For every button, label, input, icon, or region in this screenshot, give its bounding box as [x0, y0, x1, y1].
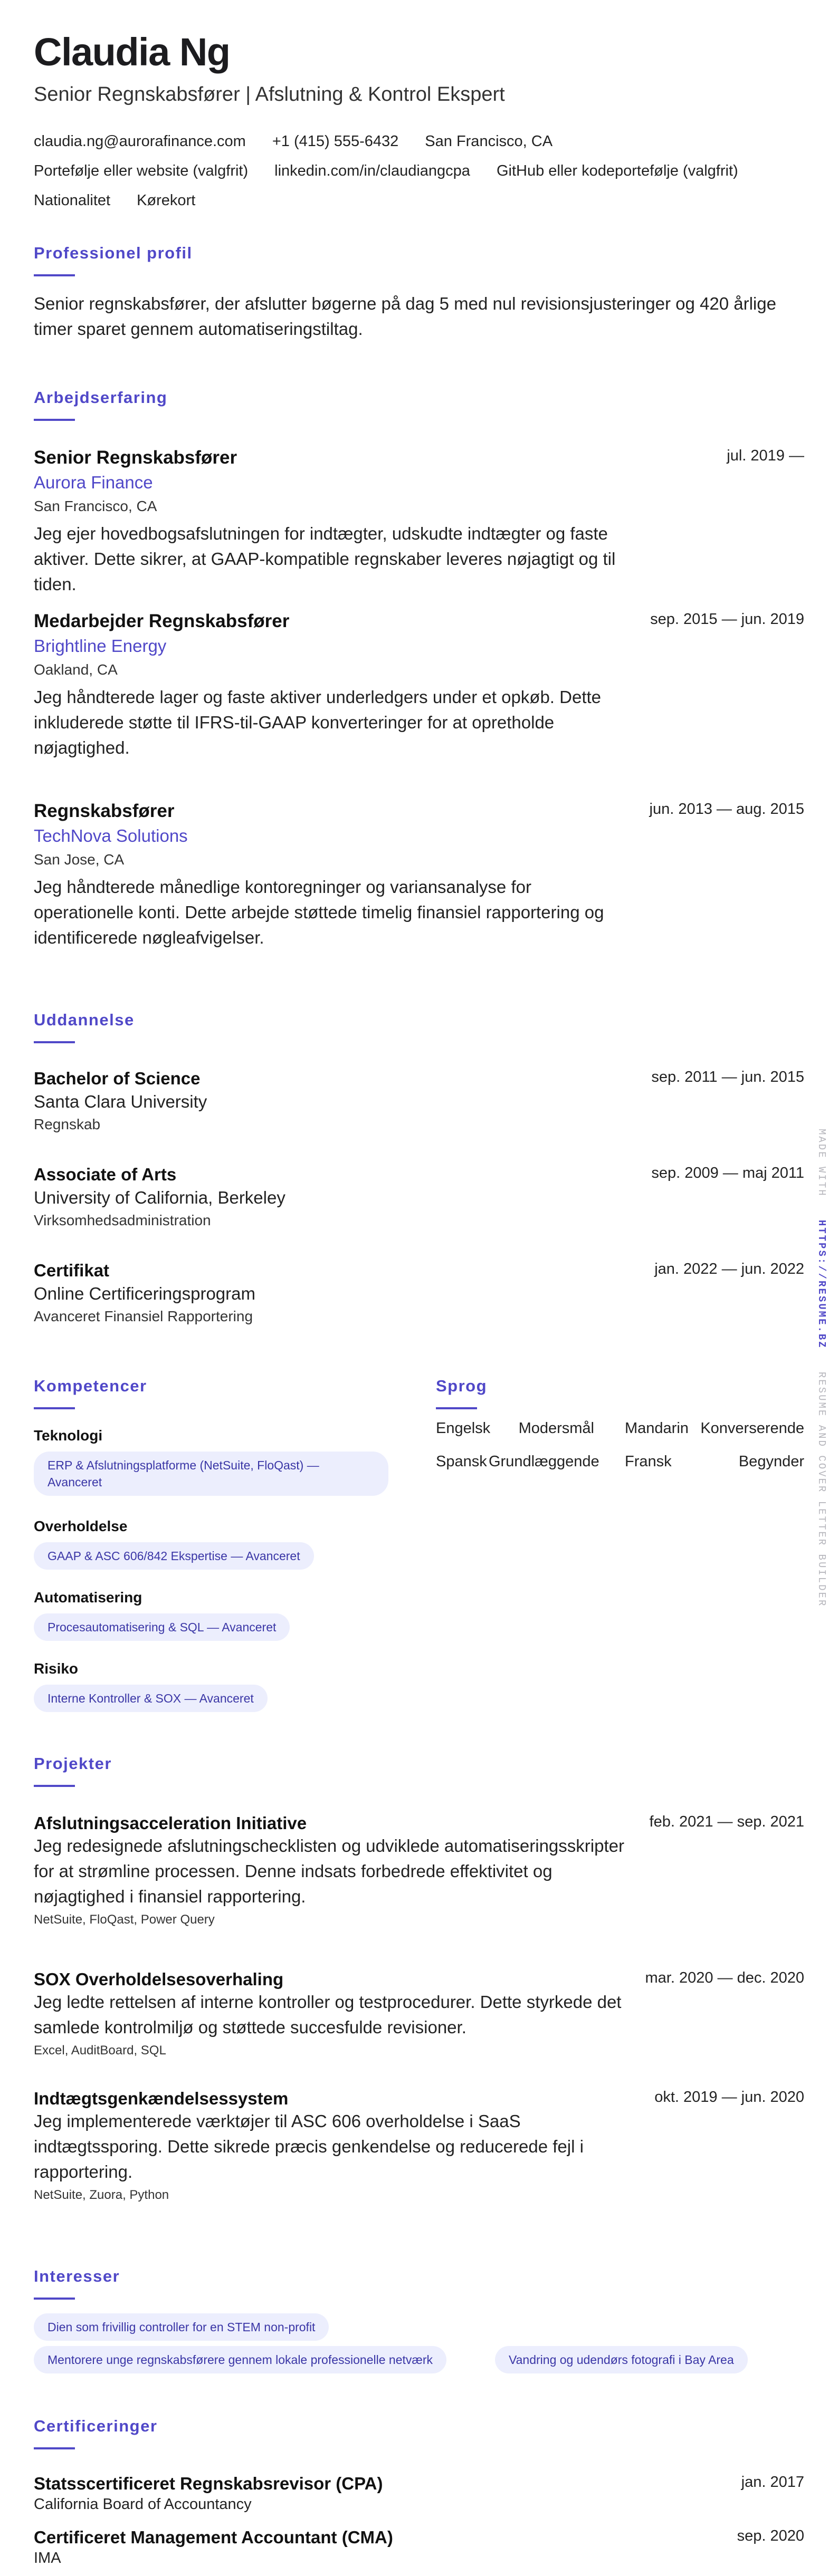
made-with-banner: [816, 1129, 827, 1607]
project-date: mar. 2020 — dec. 2020: [645, 1969, 804, 1986]
project-entry: [34, 2089, 804, 2203]
skill-chip: Procesautomatisering & SQL — Avanceret: [34, 1613, 290, 1641]
language-level: Konverserende: [700, 1420, 804, 1437]
education-entry: [34, 1261, 804, 1325]
experience-entry: [34, 447, 804, 597]
job-title: Regnskabsfører: [34, 801, 175, 821]
certification-title: Certificeret Management Accountant (CMA): [34, 2527, 393, 2547]
skill-chip: GAAP & ASC 606/842 Ekspertise — Avanceret: [34, 1542, 314, 1570]
section-divider: [34, 419, 75, 421]
education-date: jan. 2022 — jun. 2022: [654, 1261, 804, 1277]
job-location: Oakland, CA: [34, 661, 118, 678]
certification-date: jan. 2017: [741, 2474, 804, 2491]
school: University of California, Berkeley: [34, 1188, 285, 1207]
certification-entry: [34, 2527, 804, 2567]
degree: Bachelor of Science: [34, 1069, 201, 1088]
project-description: Jeg redesignede afslutningschecklisten og udviklede automatiseringsskripter for at strømline processen. Denne indsats forbedrede effektivitet og nøjagtighed i finansiel rapportering.: [34, 1836, 624, 1906]
project-description: Jeg implementerede værktøjer til ASC 606 overholdelse i SaaS indtægtssporing. Dette sikrede præcis genkendelse og reducerede fejl i rapportering.: [34, 2111, 584, 2181]
contact-portfolio[interactable]: Portefølje eller website (valgfrit): [34, 162, 249, 179]
profile-text: Senior regnskabsfører, der afslutter bøgerne på dag 5 med nul revisionsjusteringer og 420 årlige timer sparet gennem automatiseringstiltag.: [34, 294, 776, 339]
job-date: jul. 2019 —: [727, 447, 804, 464]
job-title: Medarbejder Regnskabsfører: [34, 611, 290, 631]
job-company: Aurora Finance: [34, 473, 153, 492]
interest-chip: Dien som frivillig controller for en STEM non-profit: [34, 2313, 329, 2341]
contact-linkedin[interactable]: linkedin.com/in/claudiangcpa: [274, 162, 470, 179]
skill-group: [34, 1589, 403, 1641]
section-title-languages: Sprog: [436, 1377, 488, 1395]
job-description: Jeg håndterede månedlige kontoregninger og variansanalyse for operationelle konti. Dette arbejde støttede timelig finansiel rapportering og identificerede nøgleafvigelser.: [34, 877, 604, 947]
project-technologies: NetSuite, Zuora, Python: [34, 2188, 169, 2202]
section-divider: [34, 1041, 75, 1043]
interest-chip: Mentorere unge regnskabsførere gennem lokale professionelle netværk: [34, 2346, 446, 2373]
certification-entry: [34, 2474, 804, 2513]
certification-issuer: IMA: [34, 2550, 61, 2567]
certification-title: Statsscertificeret Regnskabsrevisor (CPA): [34, 2474, 383, 2493]
project-date: okt. 2019 — jun. 2020: [654, 2089, 804, 2106]
section-title-interests: Interesser: [34, 2267, 120, 2285]
language-name: Spansk: [436, 1453, 487, 1470]
skill-chip: ERP & Afslutningsplatforme (NetSuite, FloQast) — Avanceret: [34, 1452, 388, 1496]
job-date: sep. 2015 — jun. 2019: [650, 611, 804, 628]
interest-chip: Vandring og udendørs fotografi i Bay Area: [495, 2346, 748, 2373]
section-divider: [34, 274, 75, 276]
language-level: Modersmål: [518, 1420, 594, 1437]
candidate-name: Claudia Ng: [34, 30, 230, 74]
education-date: sep. 2009 — maj 2011: [651, 1165, 804, 1181]
education-date: sep. 2011 — jun. 2015: [651, 1069, 804, 1085]
contact-phone[interactable]: +1 (415) 555-6432: [272, 132, 399, 150]
project-title: Indtægtsgenkændelsessystem: [34, 2089, 289, 2108]
skill-group: [34, 1518, 403, 1570]
job-location: San Jose, CA: [34, 851, 125, 868]
job-company: TechNova Solutions: [34, 826, 188, 845]
language-level: Grundlæggende: [489, 1453, 599, 1470]
section-title-education: Uddannelse: [34, 1011, 135, 1029]
project-title: Afslutningsacceleration Initiative: [34, 1813, 307, 1833]
section-divider: [34, 1407, 75, 1409]
certification-issuer: California Board of Accountancy: [34, 2496, 252, 2513]
section-title-skills: Kompetencer: [34, 1377, 147, 1395]
section-title-certifications: Certificeringer: [34, 2417, 158, 2435]
education-entry: [34, 1069, 804, 1133]
banner-link[interactable]: HTTPS://RESUME.BZ: [816, 1219, 827, 1349]
skill-chip: Interne Kontroller & SOX — Avanceret: [34, 1685, 268, 1712]
skill-category: Teknologi: [34, 1427, 103, 1444]
language-name: Engelsk: [436, 1420, 491, 1437]
school: Online Certificeringsprogram: [34, 1284, 255, 1303]
language-name: Fransk: [625, 1453, 672, 1470]
skill-category: Overholdelse: [34, 1518, 128, 1534]
contact-license: Kørekort: [137, 191, 196, 209]
field-of-study: Avanceret Finansiel Rapportering: [34, 1308, 253, 1324]
contact-location: San Francisco, CA: [425, 132, 553, 150]
project-description: Jeg ledte rettelsen af interne kontroller og testprocedurer. Dette styrkede det samlede kontrolmiljø og støttede succesfulde revisioner.: [34, 1992, 622, 2037]
language-level: Begynder: [738, 1453, 804, 1470]
skill-group: [34, 1427, 403, 1496]
job-date: jun. 2013 — aug. 2015: [649, 801, 804, 818]
field-of-study: Regnskab: [34, 1116, 101, 1132]
language-name: Mandarin: [625, 1420, 689, 1437]
project-technologies: NetSuite, FloQast, Power Query: [34, 1912, 215, 1927]
job-location: San Francisco, CA: [34, 498, 157, 514]
candidate-title: Senior Regnskabsfører | Afslutning & Kontrol Ekspert: [34, 83, 505, 105]
contact-github[interactable]: GitHub eller kodeportefølje (valgfrit): [496, 162, 738, 179]
project-title: SOX Overholdelsesoverhaling: [34, 1969, 284, 1989]
skill-group: [34, 1660, 403, 1712]
skill-category: Risiko: [34, 1660, 79, 1677]
experience-entry: [34, 801, 804, 950]
banner-prefix: MADE WITH: [816, 1129, 827, 1197]
job-description: Jeg ejer hovedbogsafslutningen for indtægter, udskudte indtægter og faste aktiver. Dette sikrer, at GAAP-kompatible regnskaber leveres nøjagtigt og til tiden.: [34, 524, 616, 594]
banner-suffix: RESUME AND COVER LETTER BUILDER: [816, 1371, 827, 1608]
project-date: feb. 2021 — sep. 2021: [649, 1813, 804, 1830]
project-technologies: Excel, AuditBoard, SQL: [34, 2043, 166, 2058]
section-divider: [34, 1785, 75, 1787]
degree: Certifikat: [34, 1261, 110, 1280]
contact-list: [34, 127, 738, 215]
job-title: Senior Regnskabsfører: [34, 447, 237, 468]
skill-category: Automatisering: [34, 1589, 142, 1606]
section-divider: [436, 1407, 477, 1409]
section-divider: [34, 2298, 75, 2300]
section-divider: [34, 2447, 75, 2449]
job-description: Jeg håndterede lager og faste aktiver underledgers under et opkøb. Dette inkluderede støtte til IFRS-til-GAAP konverteringer for at opretholde nøjagtighed.: [34, 687, 602, 757]
job-company: Brightline Energy: [34, 636, 167, 656]
school: Santa Clara University: [34, 1092, 207, 1111]
field-of-study: Virksomhedsadministration: [34, 1212, 211, 1228]
section-title-projects: Projekter: [34, 1754, 112, 1773]
section-title-profile: Professionel profil: [34, 244, 193, 262]
degree: Associate of Arts: [34, 1165, 177, 1184]
contact-nationality: Nationalitet: [34, 191, 111, 209]
section-title-experience: Arbejdserfaring: [34, 388, 168, 407]
contact-email[interactable]: claudia.ng@aurorafinance.com: [34, 132, 246, 150]
project-entry: [34, 1969, 804, 2058]
education-entry: [34, 1165, 804, 1229]
project-entry: [34, 1813, 804, 1927]
certification-date: sep. 2020: [737, 2527, 804, 2544]
experience-entry: [34, 611, 804, 761]
